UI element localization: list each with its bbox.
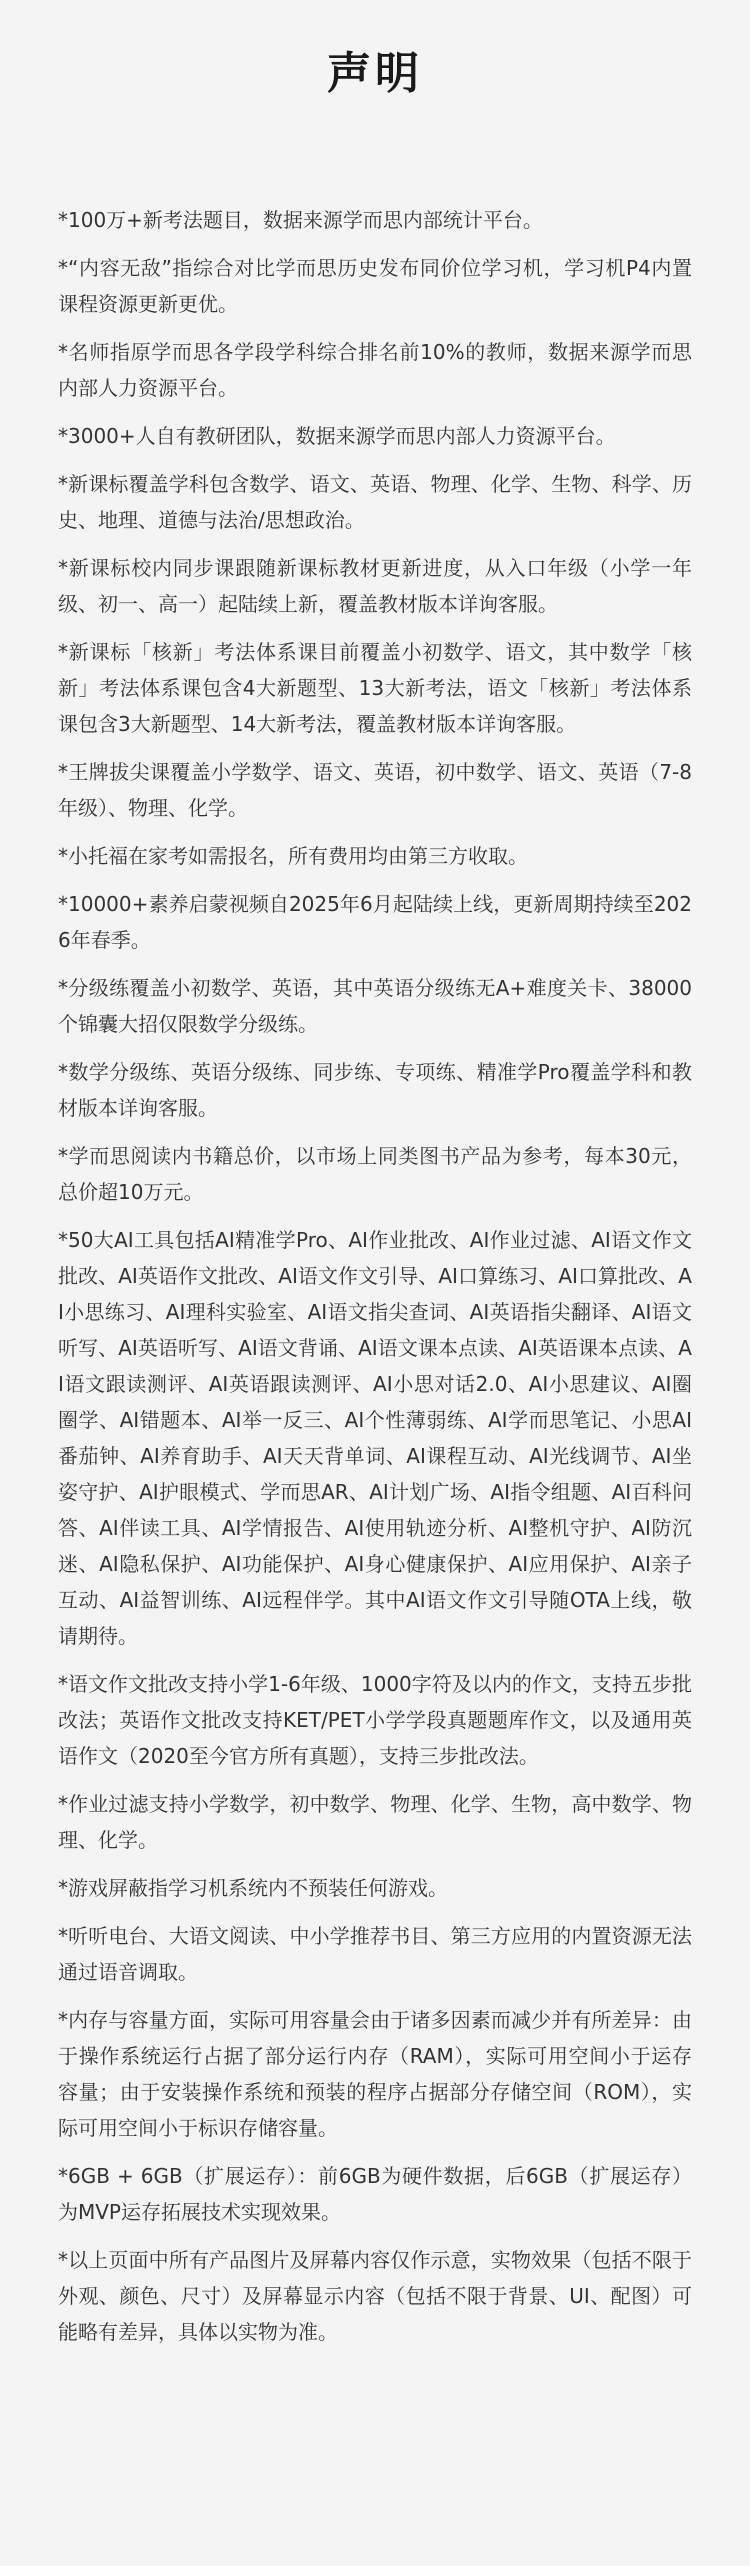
disclaimer-item: *3000+人自有教研团队，数据来源学而思内部人力资源平台。 xyxy=(58,424,616,448)
disclaimer-item: *分级练覆盖小初数学、英语，其中英语分级练无A+难度关卡、38000个锦囊大招仅限数学分级练。 xyxy=(58,976,692,1036)
disclaimer-item: *小托福在家考如需报名，所有费用均由第三方收取。 xyxy=(58,844,528,868)
disclaimer-item: *6GB + 6GB（扩展运存）：前6GB为硬件数据，后6GB（扩展运存）为MVP运存拓展技术实现效果。 xyxy=(58,2164,692,2224)
disclaimer-item: *新课标覆盖学科包含数学、语文、英语、物理、化学、生物、科学、历史、地理、道德与法治/思想政治。 xyxy=(58,472,692,532)
disclaimer-item: *学而思阅读内书籍总价，以市场上同类图书产品为参考，每本30元，总价超10万元。 xyxy=(58,1144,692,1204)
disclaimer-item: *100万+新考法题目，数据来源学而思内部统计平台。 xyxy=(58,208,543,232)
page-title: 声明 xyxy=(327,48,423,99)
disclaimer-item: *王牌拔尖课覆盖小学数学、语文、英语，初中数学、语文、英语（7-8年级）、物理、化学。 xyxy=(58,760,692,820)
disclaimer-item: *新课标校内同步课跟随新课标教材更新进度，从入口年级（小学一年级、初一、高一）起陆续上新，覆盖教材版本详询客服。 xyxy=(58,556,692,616)
disclaimer-item: *50大AI工具包括AI精准学Pro、AI作业批改、AI作业过滤、AI语文作文批改、AI英语作文批改、AI语文作文引导、AI口算练习、AI口算批改、AI小思练习、AI理科实验室、AI语文指尖查词、AI英语指尖翻译、AI语文听写、AI英语听写、AI语文背诵、AI语文课本点读、AI英语课本点读、AI语文跟读测评、AI英语跟读测评、AI小思对话2.0、AI小思建议、AI圈圈学、AI错题本、AI举一反三、AI个性薄弱练、AI学而思笔记、小思AI番茄钟、AI养育助手、AI天天背单词、AI课程互动、AI光线调节、AI坐姿守护、AI护眼模式、学而思AR、AI计划广场、AI指令组题、AI百科问答、AI伴读工具、AI学情报告、AI使用轨迹分析、AI整机守护、AI防沉迷、AI隐私保护、AI功能保护、AI身心健康保护、AI应用保护、AI亲子互动、AI益智训练、AI远程伴学。其中AI语文作文引导随OTA上线，敬请期待。 xyxy=(58,1228,692,1648)
disclaimer-item: *听听电台、大语文阅读、中小学推荐书目、第三方应用的内置资源无法通过语音调取。 xyxy=(58,1924,692,1984)
disclaimer-list xyxy=(58,104,692,2350)
disclaimer-item: *作业过滤支持小学数学，初中数学、物理、化学、生物，高中数学、物理、化学。 xyxy=(58,1792,692,1852)
disclaimer-item: *“内容无敌”指综合对比学而思历史发布同价位学习机，学习机P4内置课程资源更新更优。 xyxy=(58,256,692,316)
disclaimer-item: *语文作文批改支持小学1-6年级、1000字符及以内的作文，支持五步批改法；英语作文批改支持KET/PET小学学段真题题库作文，以及通用英语作文（2020至今官方所有真题），支持三步批改法。 xyxy=(58,1672,692,1768)
disclaimer-item: *10000+素养启蒙视频自2025年6月起陆续上线，更新周期持续至2026年春季。 xyxy=(58,892,692,952)
disclaimer-item: *名师指原学而思各学段学科综合排名前10%的教师，数据来源学而思内部人力资源平台。 xyxy=(58,340,692,400)
disclaimer-item: *数学分级练、英语分级练、同步练、专项练、精准学Pro覆盖学科和教材版本详询客服。 xyxy=(58,1060,692,1120)
disclaimer-item: *内存与容量方面，实际可用容量会由于诸多因素而减少并有所差异：由于操作系统运行占据了部分运行内存（RAM），实际可用空间小于运存容量；由于安装操作系统和预装的程序占据部分存储空间（ROM），实际可用空间小于标识存储容量。 xyxy=(58,2008,692,2140)
disclaimer-item: *新课标「核新」考法体系课目前覆盖小初数学、语文，其中数学「核新」考法体系课包含4大新题型、13大新考法，语文「核新」考法体系课包含3大新题型、14大新考法，覆盖教材版本详询客服。 xyxy=(58,640,692,736)
disclaimer-item: *以上页面中所有产品图片及屏幕内容仅作示意，实物效果（包括不限于外观、颜色、尺寸）及屏幕显示内容（包括不限于背景、UI、配图）可能略有差异，具体以实物为准。 xyxy=(58,2248,692,2344)
disclaimer-item: *游戏屏蔽指学习机系统内不预装任何游戏。 xyxy=(58,1876,448,1900)
